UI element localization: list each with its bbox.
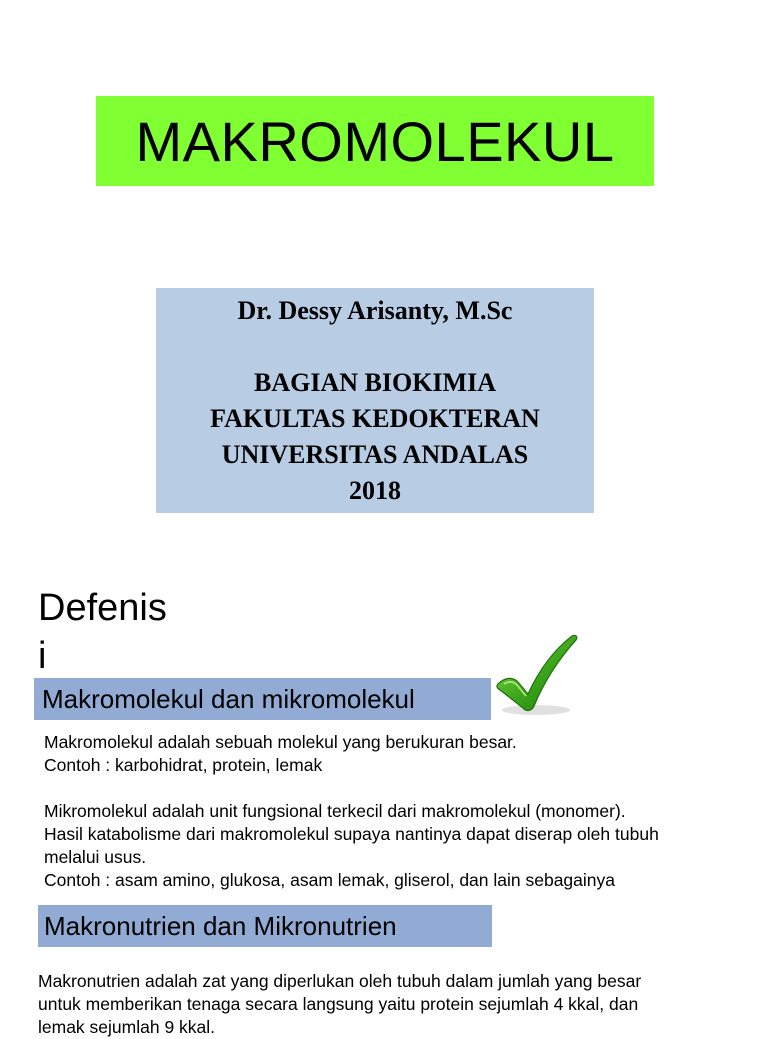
text-line: Makronutrien adalah zat yang diperlukan oleh tubuh dalam jumlah yang besar [38, 971, 642, 991]
affiliation-university: UNIVERSITAS ANDALAS [221, 440, 529, 469]
micromolecule-definition [44, 800, 744, 892]
author-name: Dr. Dessy Arisanty, M.Sc [237, 296, 513, 325]
text-line: lemak sejumlah 9 kkal. [38, 1017, 216, 1037]
definition-heading-line1: Defenis [38, 587, 167, 629]
definition-heading-line2: i [38, 635, 47, 677]
section-heading-label: Makronutrien dan Mikronutrien [44, 910, 397, 941]
text-line: untuk memberikan tenaga secara langsung yaitu protein sejumlah 4 kkal, dan [38, 994, 639, 1014]
title-banner [96, 96, 654, 186]
text-line: Makromolekul adalah sebuah molekul yang berukuran besar. [44, 732, 517, 752]
author-card [156, 288, 594, 513]
affiliation-year: 2018 [349, 476, 401, 505]
definition-heading [38, 584, 198, 680]
text-line: Hasil katabolisme dari makromolekul supaya nantinya dapat diserap oleh tubuh [44, 824, 659, 844]
page-title: MAKROMOLEKUL [135, 109, 615, 173]
section-heading-label: Makromolekul dan mikromolekul [42, 683, 415, 714]
text-line: Mikromolekul adalah unit fungsional terkecil dari makromolekul (monomer). [44, 801, 626, 821]
macromolecule-definition [44, 731, 744, 777]
text-line: Contoh : karbohidrat, protein, lemak [44, 755, 323, 775]
green-checkmark-icon [492, 630, 584, 720]
text-line: melalui usus. [44, 847, 147, 867]
affiliation-faculty: FAKULTAS KEDOKTERAN [210, 404, 540, 433]
section-heading-macromolecules [34, 678, 491, 720]
macronutrient-definition [38, 970, 738, 1039]
text-line: Contoh : asam amino, glukosa, asam lemak, gliserol, dan lain sebagainya [44, 870, 616, 890]
section-heading-macronutrients [38, 905, 492, 947]
affiliation-block [156, 365, 594, 509]
affiliation-department: BAGIAN BIOKIMIA [254, 368, 496, 397]
